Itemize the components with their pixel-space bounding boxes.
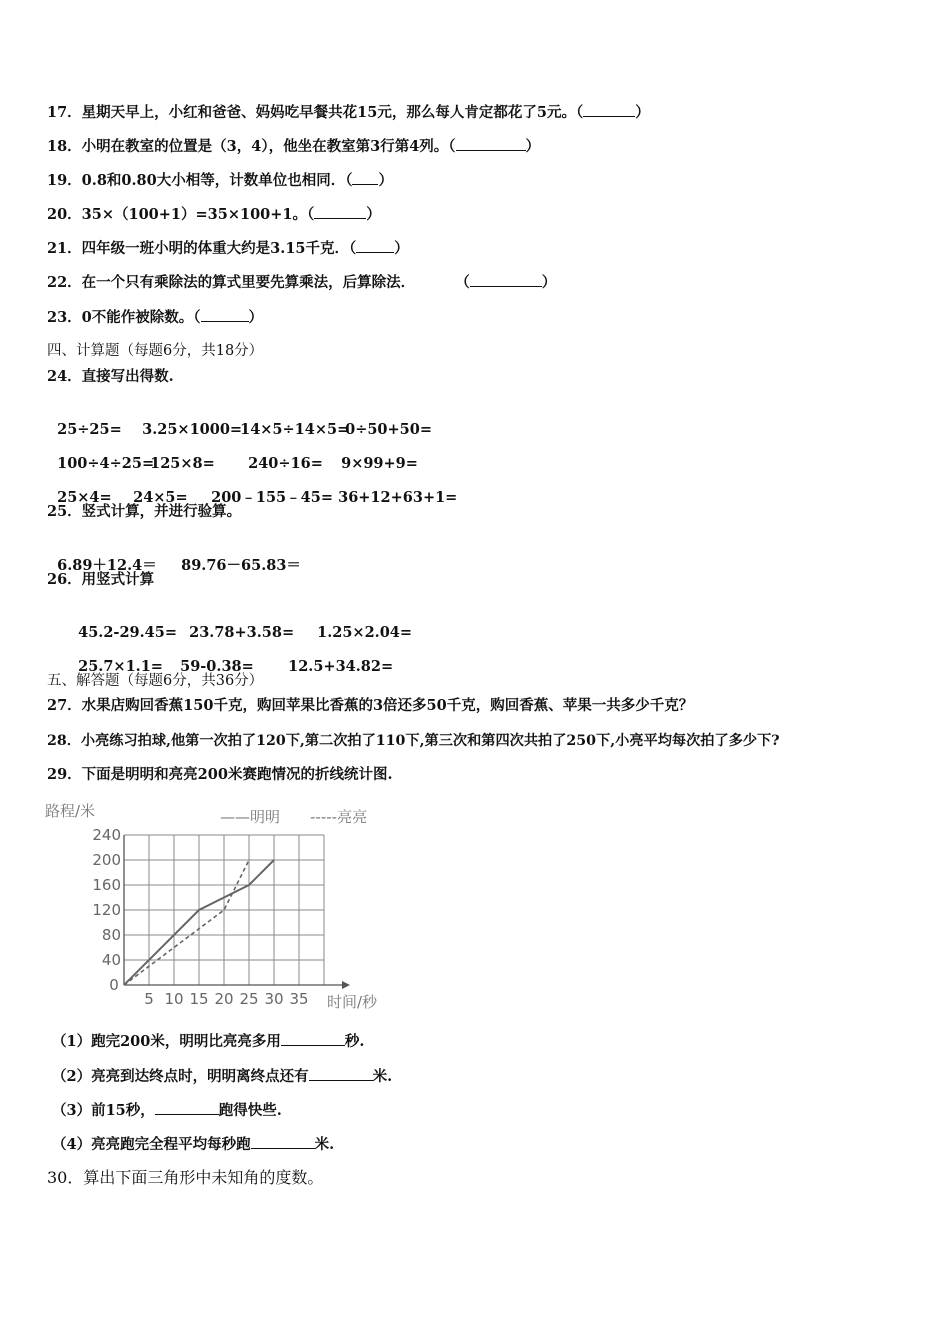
question-22-open: （ <box>455 274 470 291</box>
chart-grid <box>124 835 350 989</box>
calc-item: 36+12+63+1= <box>338 489 458 506</box>
calc-item: 9×99+9= <box>341 455 418 472</box>
calc-item: 23.78+3.58= <box>189 624 295 641</box>
question-29-3 <box>52 1100 282 1121</box>
question-23 <box>47 307 263 328</box>
question-29-1 <box>52 1031 364 1052</box>
answer-blank-18[interactable] <box>456 136 526 151</box>
calc-item: 1.25×2.04= <box>317 624 413 641</box>
calc-item: 125×8= <box>150 455 215 472</box>
question-25-text: 25．竖式计算，并进行验算。 <box>47 503 242 520</box>
answer-blank-17[interactable] <box>583 102 635 117</box>
question-29-4 <box>52 1134 334 1155</box>
calc-item: 14×5÷14×5= <box>240 421 350 438</box>
x-tick-label: 25 <box>239 990 259 1008</box>
q29-3-text: （3）前15秒， <box>52 1102 155 1119</box>
question-18-text: 18．小明在教室的位置是（3，4），他坐在教室第3行第4列。（ <box>47 138 456 155</box>
question-22-text: 22．在一个只有乘除法的算式里要先算乘法，后算除法． <box>47 274 416 291</box>
calc-item: 25÷25= <box>57 421 122 438</box>
question-17-close: ） <box>635 104 650 121</box>
section-5-title: 五、解答题（每题6分，共36分） <box>47 673 264 689</box>
q29-2-text: （2）亮亮到达终点时，明明离终点还有 <box>52 1068 309 1085</box>
question-28-text: 28．小亮练习拍球,他第一次拍了120下,第二次拍了110下,第三次和第四次共拍了250下,小亮平均每次拍了多少下? <box>47 733 780 749</box>
question-21-text: 21．四年级一班小明的体重大约是3.15千克．（ <box>47 240 357 257</box>
x-tick-label: 5 <box>144 990 154 1008</box>
question-22-close: ） <box>541 274 557 291</box>
q29-4-unit: 米. <box>314 1136 335 1153</box>
legend-mingming: ——明明 <box>220 808 281 826</box>
answer-blank-29-4[interactable] <box>251 1134 315 1149</box>
calc-item: 12.5+34.82= <box>288 658 394 675</box>
question-19 <box>47 170 393 191</box>
question-24-text: 24．直接写出得数. <box>47 368 174 385</box>
x-tick-label: 20 <box>214 990 234 1008</box>
y-tick-label: 40 <box>101 951 121 969</box>
question-29-text: 29．下面是明明和亮亮200米赛跑情况的折线统计图. <box>47 766 393 783</box>
answer-blank-29-1[interactable] <box>281 1031 345 1046</box>
calc-item: 25×4= <box>57 489 112 506</box>
q29-4-text: （4）亮亮跑完全程平均每秒跑 <box>52 1136 251 1153</box>
question-20 <box>47 204 381 225</box>
y-tick-label: 160 <box>92 876 121 894</box>
x-axis-arrow <box>342 981 350 989</box>
question-30-text: 30．算出下面三角形中未知角的度数。 <box>47 1168 324 1187</box>
question-21-close: ） <box>394 240 409 257</box>
question-26-text: 26．用竖式计算 <box>47 571 155 588</box>
y-tick-label: 120 <box>92 901 121 919</box>
question-27-text: 27．水果店购回香蕉150千克，购回苹果比香蕉的3倍还多50千克，购回香蕉、苹果一共多少千克？ <box>47 697 694 714</box>
calc-item: 3.25×1000= <box>142 421 243 438</box>
answer-blank-20[interactable] <box>314 204 366 219</box>
answer-blank-22[interactable] <box>470 272 542 287</box>
calc-item: 6.89＋12.4＝ <box>57 557 157 574</box>
question-21 <box>47 238 409 259</box>
q29-1-unit: 秒. <box>344 1033 365 1050</box>
question-20-close: ） <box>366 206 381 223</box>
calc-item: 200﹣155﹣45= <box>211 489 333 506</box>
x-tick-label: 15 <box>189 990 209 1008</box>
x-tick-label: 10 <box>164 990 184 1008</box>
calc-item: 0÷50+50= <box>345 421 433 438</box>
q29-2-unit: 米. <box>372 1068 393 1085</box>
x-tick-label: 35 <box>289 990 309 1008</box>
answer-blank-21[interactable] <box>356 238 394 253</box>
y-axis-title: 路程/米 <box>45 802 96 820</box>
question-19-text: 19．0.8和0.80大小相等，计数单位也相同．（ <box>47 172 353 189</box>
y-tick-label: 200 <box>92 851 121 869</box>
x-axis-title: 时间/秒 <box>327 993 378 1011</box>
question-18 <box>47 136 540 157</box>
question-17 <box>47 102 650 123</box>
line-chart <box>40 796 400 1014</box>
x-tick-label: 0 <box>109 976 119 994</box>
y-tick-label: 80 <box>101 926 121 944</box>
answer-blank-19[interactable] <box>352 170 378 185</box>
legend-liangliang: -----亮亮 <box>310 808 368 826</box>
answer-blank-23[interactable] <box>201 307 249 322</box>
answer-blank-29-2[interactable] <box>309 1066 373 1081</box>
calc-item: 100÷4÷25= <box>57 455 155 472</box>
q29-3-unit: 跑得快些. <box>218 1102 282 1119</box>
answer-blank-29-3[interactable] <box>155 1100 219 1115</box>
calc-item: 45.2-29.45= <box>78 624 177 641</box>
question-19-close: ） <box>378 172 393 189</box>
question-23-close: ） <box>248 309 264 326</box>
calc-item: 240÷16= <box>248 455 323 472</box>
question-17-text: 17．星期天早上，小红和爸爸、妈妈吃早餐共花15元，那么每人肯定都花了5元。（ <box>47 104 584 121</box>
question-23-text: 23．0不能作被除数。（ <box>47 309 201 326</box>
x-tick-label: 30 <box>264 990 284 1008</box>
calc-item: 89.76－65.83＝ <box>181 557 301 574</box>
y-tick-label: 240 <box>92 826 121 844</box>
question-29-2 <box>52 1066 392 1087</box>
calc-item: 25.7×1.1= <box>78 658 163 675</box>
question-22 <box>47 272 556 293</box>
calc-item: 24×5= <box>133 489 188 506</box>
q29-1-text: （1）跑完200米，明明比亮亮多用 <box>52 1033 281 1050</box>
question-20-text: 20．35×（100+1）=35×100+1。（ <box>47 206 315 223</box>
section-4-title: 四、计算题（每题6分，共18分） <box>47 343 264 359</box>
chart-ticks <box>92 826 308 1008</box>
question-18-close: ） <box>525 138 541 155</box>
calc-item: 59-0.38= <box>180 658 254 675</box>
